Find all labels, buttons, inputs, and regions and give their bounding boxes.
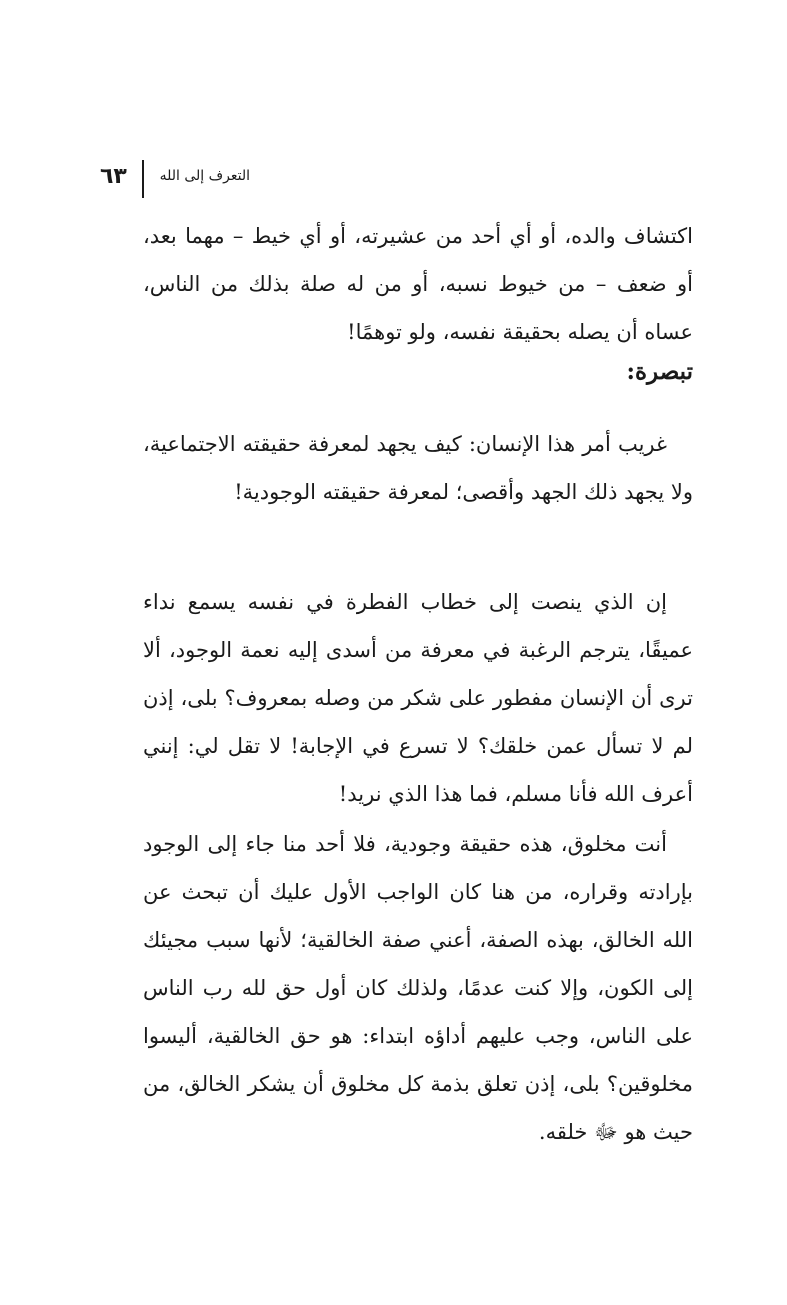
paragraph bbox=[143, 578, 693, 818]
paragraph bbox=[143, 420, 693, 516]
section-heading: تبصرة: bbox=[626, 358, 693, 385]
running-header bbox=[100, 160, 250, 200]
paragraph-text: إن الذي ينصت إلى خطاب الفطرة في نفسه يسمع نداء عميقًا، يترجم الرغبة في معرفة من أسدى إليه نعمة الوجود، ألا ترى أن الإنسان مفطور على شكر من وصله بمعروف؟ بلى، إذن لم لا تسأل عمن خلقك؟ لا تسرع في الإجابة! لا تقل لي: إنني أعرف الله فأنا مسلم، فما هذا الذي نريد! bbox=[143, 590, 693, 806]
paragraph-text: اكتشاف والده، أو أي أحد من عشيرته، أو أي خيط – مهما بعد، أو ضعف – من خيوط نسبه، أو من له صلة بذلك من الناس، عساه أن يصله بحقيقة نفسه، ولو توهمًا! bbox=[143, 224, 693, 344]
paragraph-text: أنت مخلوق، هذه حقيقة وجودية، فلا أحد منا جاء إلى الوجود بإرادته وقراره، من هنا كان الواجب الأول عليك أن تبحث عن الله الخالق، بهذه الصفة، أعني صفة الخالقية؛ لأنها سبب مجيئك إلى الكون، وإلا كنت عدمًا، ولذلك كان أول حق لله رب الناس على الناس، وجب عليهم أداؤه ابتداء: هو حق الخالقية، أليسوا مخلوقين؟ بلى، إذن تعلق بذمة كل مخلوق أن يشكر الخالق، من حيث هو ﷻ خلقه. bbox=[143, 832, 693, 1144]
paragraph-text: غريب أمر هذا الإنسان: كيف يجهد لمعرفة حقيقته الاجتماعية، ولا يجهد ذلك الجهد وأقصى؛ لمعرفة حقيقته الوجودية! bbox=[143, 432, 693, 504]
book-title: التعرف إلى الله bbox=[159, 168, 250, 184]
paragraph bbox=[143, 820, 693, 1156]
paragraph-continuation bbox=[143, 212, 693, 356]
page-number: ٦٣ bbox=[100, 164, 127, 189]
header-divider bbox=[142, 160, 144, 198]
